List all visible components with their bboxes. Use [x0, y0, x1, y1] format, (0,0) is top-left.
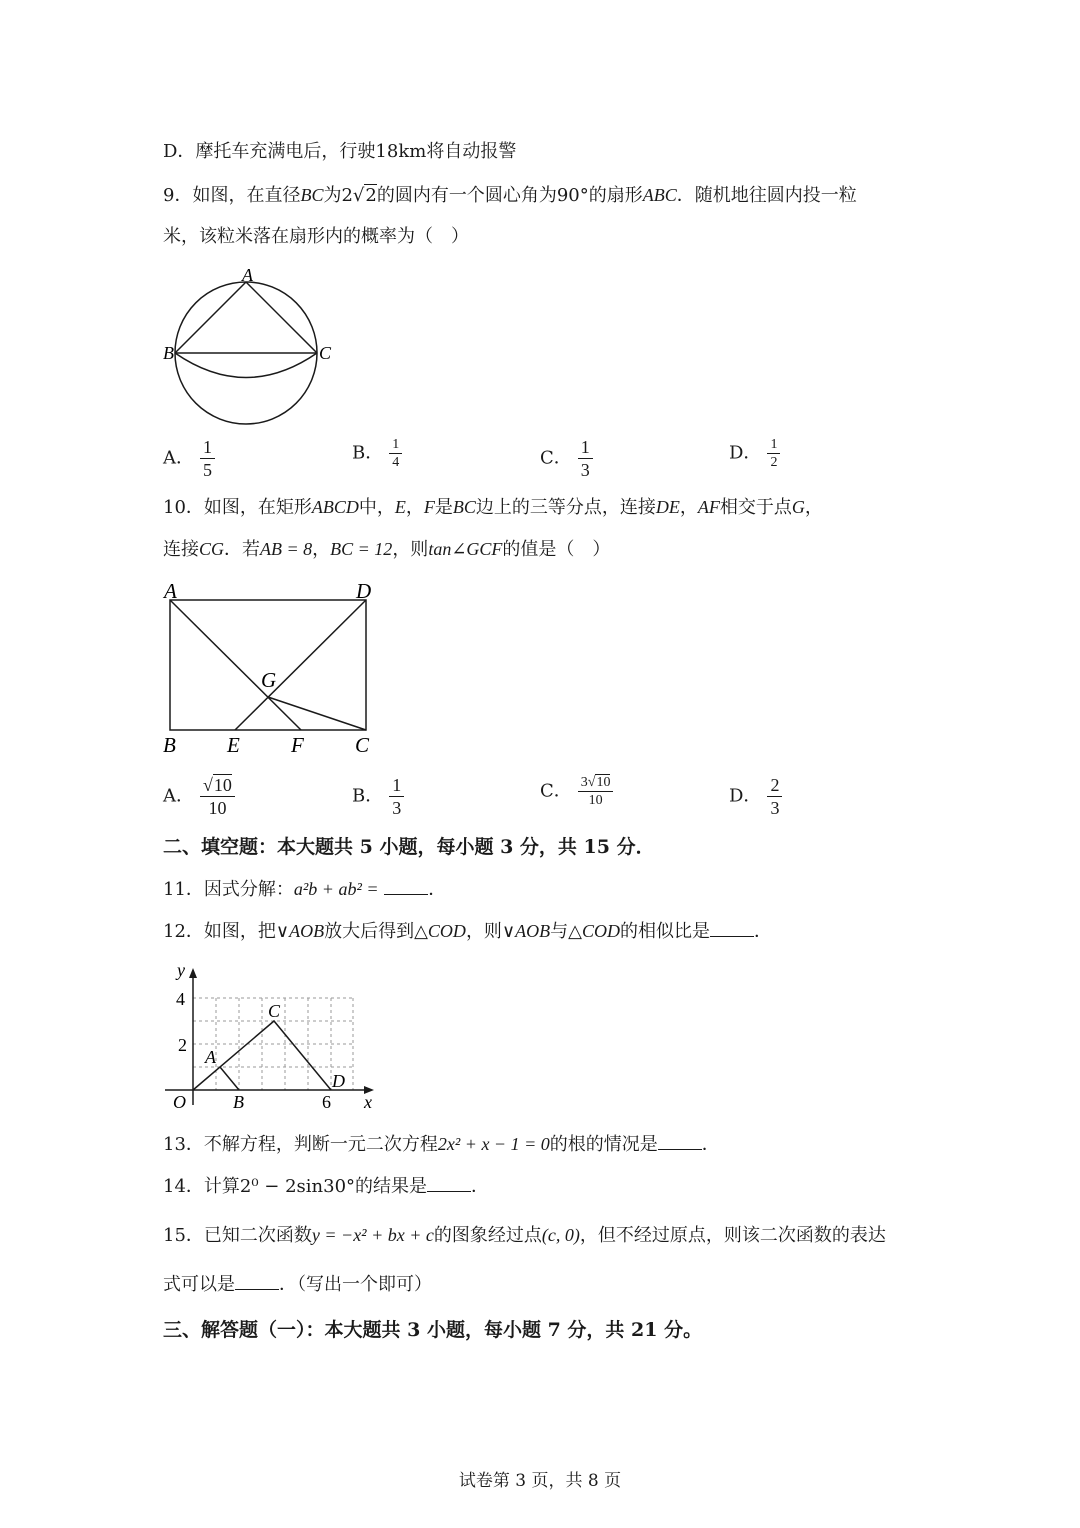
q15-line1: 15．已知二次函数y = −x² + bx + c的图象经过点(c, 0)，但不经过原点，则该二次函数的表达: [163, 1225, 886, 1246]
q10-option-d: D． $\frac{2}{3}$: [729, 774, 782, 819]
q12-label-b: B: [233, 1092, 244, 1112]
q10-label-g: G: [261, 668, 277, 692]
q12-axis-x: x: [364, 1092, 372, 1112]
q10-option-a: A． $\frac{√10}{10}$: [163, 774, 235, 819]
section2-heading: 二、填空题：本大题共 5 小题，每小题 3 分，共 15 分．: [163, 836, 655, 858]
q9-figure: [160, 262, 340, 432]
q9-label-b: B: [163, 343, 174, 363]
q10-line2: 连接CG．若AB = 8，BC = 12，则tan∠GCF的值是（ ）: [163, 539, 611, 560]
q13: 13．不解方程，判断一元二次方程2x² + x − 1 = 0的根的情况是 ．: [163, 1134, 720, 1155]
q10-label-a: A: [164, 579, 177, 603]
q10-label-f: F: [291, 733, 304, 757]
q12-blank[interactable]: [710, 922, 754, 937]
section3-heading: 三、解答题（一）：本大题共 3 小题，每小题 7 分，共 21 分。: [163, 1319, 703, 1341]
q12: 12．如图，把∨AOB放大后得到△COD，则∨AOB与△COD的相似比是 ．: [163, 921, 772, 942]
q12-figure: [160, 960, 390, 1115]
q9-option-b: B． $\frac{1}{4}$: [352, 436, 402, 471]
q11-blank[interactable]: [384, 880, 428, 895]
q15-line2: 式可以是 ．（写出一个即可）: [163, 1274, 432, 1295]
q9-option-d: D． $\frac{1}{2}$: [729, 436, 780, 471]
q10-label-b: B: [163, 733, 176, 757]
q9-option-a: A． $\frac{1}{5}$: [163, 436, 215, 481]
q9-line2: 米，该粒米落在扇形内的概率为（ ）: [163, 226, 469, 247]
q11: 11．因式分解：a²b + ab² = ．: [163, 879, 447, 900]
q10-option-c: C． $\frac{3√10}{10}$: [540, 774, 613, 809]
q12-tick-2: 2: [178, 1035, 187, 1055]
q10-label-e: E: [227, 733, 240, 757]
q14-blank[interactable]: [427, 1177, 471, 1192]
page-footer: 试卷第 3 页，共 8 页: [458, 1471, 622, 1491]
q12-label-o: O: [173, 1092, 186, 1112]
q10-label-d: D: [356, 579, 372, 603]
q12-tick-6: 6: [322, 1092, 331, 1112]
q10-option-b: B． $\frac{1}{3}$: [352, 774, 404, 819]
q9-label-a: A: [242, 265, 253, 285]
q12-tick-4: 4: [176, 989, 185, 1009]
q10-figure: [160, 578, 390, 758]
q9-line1: 9．如图，在直径BC为2√2的圆内有一个圆心角为90°的扇形ABC．随机地往圆内投一粒: [163, 185, 857, 206]
q12-label-c: C: [268, 1001, 281, 1021]
q9-option-c: C． $\frac{1}{3}$: [540, 436, 593, 481]
q9-label-c: C: [319, 343, 332, 363]
q12-label-d: D: [332, 1071, 345, 1091]
q15-blank[interactable]: [235, 1275, 279, 1290]
q12-axis-y: y: [177, 960, 185, 980]
q12-label-a: A: [205, 1047, 216, 1067]
q14: 14．计算2⁰ − 2sin30°的结果是 ．: [163, 1176, 490, 1197]
q10-label-c: C: [355, 733, 370, 757]
q10-line1: 10．如图，在矩形ABCD中，E，F是BC边上的三等分点，连接DE，AF相交于点G，: [163, 497, 823, 518]
q8-option-d: D．摩托车充满电后，行驶18km将自动报警: [163, 141, 517, 162]
q13-blank[interactable]: [658, 1135, 702, 1150]
